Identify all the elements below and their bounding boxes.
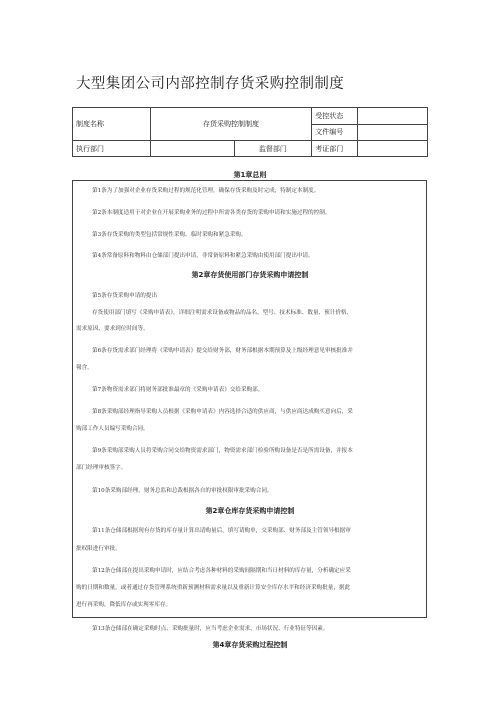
chapter-heading: 第1章总则	[233, 171, 267, 179]
label-exec-dept: 执行部门	[73, 141, 151, 157]
value-policy-name: 存货采购控制制度	[150, 108, 312, 141]
article-2: 第2条本制度适用于对企业在开展采购业务的过程中所需各类存货的采购申请和实施过程的控制。	[92, 210, 331, 216]
article-5-line: 需求原因、要求到位时间等。	[76, 326, 149, 332]
value-exec-dept	[150, 141, 234, 157]
article-3: 第3条存货采购的类型包括常规性采购、临时采购和紧急采购。	[92, 232, 247, 238]
article-13: 第13条仓储部在确定采购时点、采购批量时，应当考虑企业需求、市场状况、行业特征等因素。	[92, 626, 329, 632]
label-verify-dept: 考证部门	[312, 141, 358, 157]
value-control-status	[358, 108, 428, 125]
article-11-line: 第11条仓储部根据现有存货的库存量计算出请购量后，填写请购单，交采购部、财务部及主管领导根据审	[92, 528, 351, 534]
article-8-line: 购部工作人员编写采购合同。	[76, 426, 149, 432]
document-title: 大型集团公司内部控制存货采购控制制度	[76, 76, 345, 92]
label-control-status: 受控状态	[312, 108, 358, 125]
article-12-line: 第12条仓储部在提出采购申请时，应结合考虑各种材料的采购间隔期和当日材料的库存量，分析确定应采	[92, 568, 351, 574]
article-7: 第7条物资需求部门将财务部批准最章的《采购申请表》交给采购部。	[92, 387, 264, 393]
article-5-line: 第5条存货采购申请的提出	[92, 293, 158, 299]
value-file-number	[358, 124, 428, 141]
policy-info-table	[72, 107, 428, 157]
article-4: 第4条常备原料和物料由仓储部门提出申请，非常备原料和紧急采购由使用部门提出申请。	[92, 253, 314, 259]
article-9-line: 第9条采购部采购人员将采购合同交给物资需求部门，物资需求部门检验所购设备是否是所需设备，并报本	[92, 448, 353, 454]
chapter-heading: 第2章仓库存货采购申请控制	[205, 507, 295, 515]
article-6-line: 第6条存货需求部门经理将《采购申请表》提交给财务部，财务部根据本期预算及上级经理意见审核批准并	[92, 348, 353, 354]
value-verify-dept	[358, 141, 428, 157]
article-12-line: 进行再采购，降低库存或实现零库存。	[76, 602, 172, 608]
article-1: 第1条为了加强对企业存货采购过程的规范化管理，确保存货采购及时完成，特制定本制度。	[92, 188, 320, 194]
article-12-line: 购的日期和数量，或者通过存货管理系统重新预测材料需求量以及重新计算安全库存水平和经济采购批量，据此	[76, 585, 351, 591]
label-supervise-dept: 监督部门	[234, 141, 312, 157]
article-11-line: 批权限进行审批。	[76, 546, 121, 552]
label-policy-name: 制度名称	[73, 108, 151, 141]
article-5-line: 存货使用部门填写《采购申请表》，详细注明需求设备或物品的品名、型号、技术标准、数量、预计价格、	[92, 310, 353, 316]
article-6-line: 報含。	[76, 365, 93, 371]
label-file-number: 文件编号	[312, 124, 358, 141]
chapter-heading: 第2章存货使用部门存货采购申请控制	[191, 271, 309, 279]
article-10: 第10条采购部经理、财务总监和总裁根据各自的审批权限审批采购合同。	[92, 488, 273, 494]
article-9-line: 部门经理审核签字。	[76, 465, 127, 471]
article-8-line: 第8条采购部经理指导采购人员根据《采购申请表》内容选择合适的供应商，与供应商达成购买意向后，采	[92, 409, 353, 415]
chapter-heading: 第4章存货采购过程控制	[212, 641, 288, 649]
